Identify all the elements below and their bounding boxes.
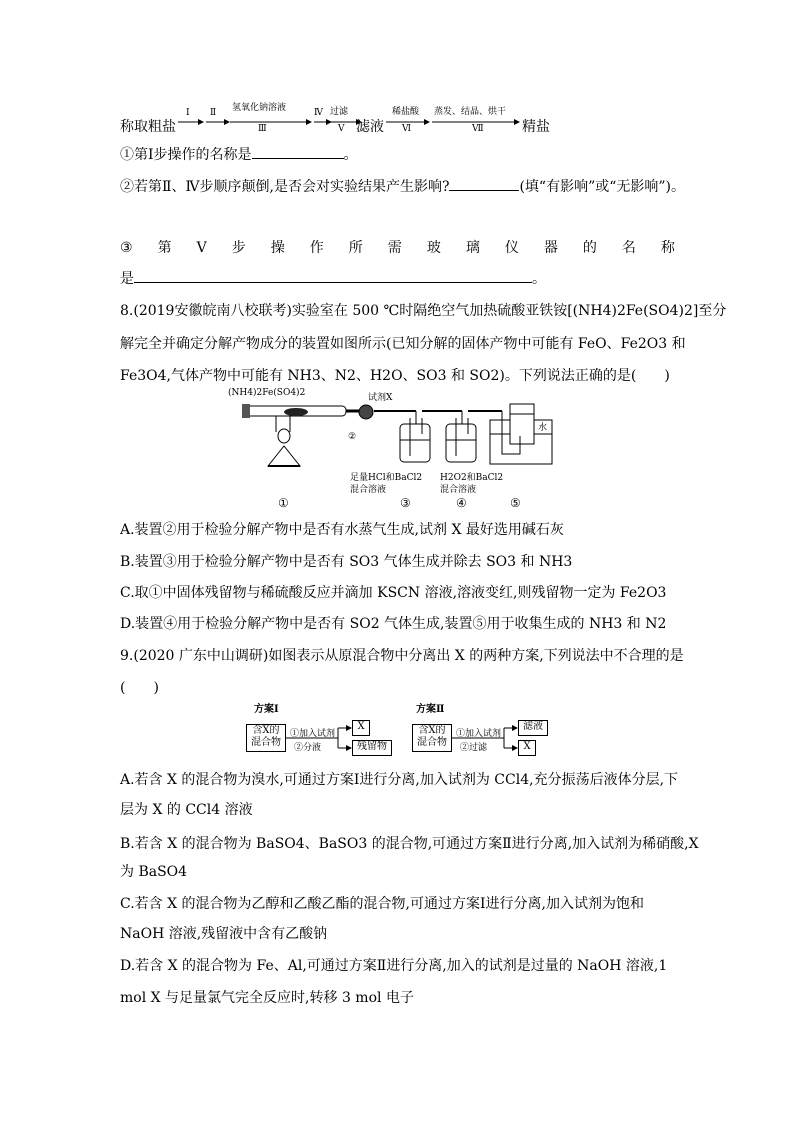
scheme-2-output-x: X xyxy=(518,740,536,756)
q3-char: 的 xyxy=(582,240,597,256)
scheme-2-diagram xyxy=(412,698,562,762)
scheme-1-mixture-box xyxy=(246,724,286,752)
q9-option-d-line1: D.若含 X 的混合物为 Fe、Al,可通过方案Ⅱ进行分离,加入的试剂是过量的 NaOH 溶液,1 xyxy=(120,958,668,974)
question-2-text: ②若第Ⅱ、Ⅳ步顺序颠倒,是否会对实验结果产生影响? xyxy=(120,179,450,195)
flow-step3: Ⅲ xyxy=(258,124,267,134)
question-3-line1 xyxy=(120,238,675,258)
question-2 xyxy=(120,176,685,197)
q9-option-a-line1: A.若含 X 的混合物为溴水,可通过方案Ⅰ进行分离,加入试剂为 CCl4,充分振荡后液体分层,下 xyxy=(120,772,679,788)
scheme-2-action1: ①加入试剂 xyxy=(456,729,502,739)
apparatus-drawing xyxy=(240,384,560,514)
flow-step5: Ⅴ xyxy=(338,124,345,134)
label-4: ④ xyxy=(456,496,467,510)
scheme-2-arrows xyxy=(452,718,518,758)
q3-char: 名 xyxy=(621,240,636,256)
q3-char: ③ xyxy=(120,240,133,256)
label-1: ① xyxy=(278,496,289,510)
scheme-1-output-x: X xyxy=(352,720,370,736)
label-2: ② xyxy=(348,432,357,442)
q8-stem-line1: 8.(2019安徽皖南八校联考)实验室在 500 ℃时隔绝空气加热硫酸亚铁铵[(NH4)2Fe(SO4)2]至分 xyxy=(120,303,727,319)
flow-step7: Ⅶ xyxy=(472,124,484,134)
flow-op5: 过滤 xyxy=(330,107,349,117)
label-sol4-b: 混合溶液 xyxy=(440,485,477,495)
question-3-line2-text: 是 xyxy=(120,271,134,287)
q3-char: 璃 xyxy=(465,240,480,256)
q8-option-c: C.取①中固体残留物与稀硫酸反应并滴加 KSCN 溶液,溶液变红,则残留物一定为 Fe2O3 xyxy=(120,585,667,601)
flow-start: 称取粗盐 xyxy=(120,119,176,135)
scheme-1-arrows xyxy=(286,718,352,758)
question-1 xyxy=(120,144,358,165)
label-sol4-a: H2O2和BaCl2 xyxy=(440,473,504,483)
q9-option-c-line2: NaOH 溶液,残留液中含有乙酸钠 xyxy=(120,926,328,942)
question-3-end: 。 xyxy=(532,271,546,287)
q9-option-b-line2: 为 BaSO4 xyxy=(120,864,188,880)
question-1-text: ①第Ⅰ步操作的名称是 xyxy=(120,147,252,163)
label-reagent-x: 试剂X xyxy=(368,393,393,403)
q9-option-d-line2: mol X 与足量氯气完全反应时,转移 3 mol 电子 xyxy=(120,990,414,1006)
q8-apparatus-figure xyxy=(228,384,560,514)
label-sol3-b: 混合溶液 xyxy=(350,485,387,495)
question-3-line2 xyxy=(120,268,546,289)
q8-option-b: B.装置③用于检验分解产物中是否有 SO3 气体生成并除去 SO3 和 NH3 xyxy=(120,554,573,570)
label-3: ③ xyxy=(400,496,411,510)
scheme-1-title: 方案Ⅰ xyxy=(254,704,279,715)
label-water: 水 xyxy=(538,423,548,433)
label-sol3-a: 足量HCl和BaCl2 xyxy=(350,473,423,483)
scheme-2-output-filtrate: 滤液 xyxy=(518,720,548,736)
q3-char: 玻 xyxy=(426,240,441,256)
q3-char: 所 xyxy=(348,240,363,256)
q3-char: 作 xyxy=(309,240,324,256)
scheme-1-mix-line1: 含X的 xyxy=(252,725,280,736)
q3-char: Ⅴ xyxy=(196,240,207,256)
flow-step6: Ⅵ xyxy=(402,124,412,134)
q3-char: 仪 xyxy=(504,240,519,256)
scheme-1-action2: ②分液 xyxy=(294,743,322,753)
q8-option-a: A.装置②用于检验分解产物中是否有水蒸气生成,试剂 X 最好选用碱石灰 xyxy=(120,522,564,538)
scheme-1-output-residue: 残留物 xyxy=(352,740,392,756)
scheme-1-diagram xyxy=(246,698,396,762)
flow-end: 精盐 xyxy=(522,119,550,135)
q9-option-c-line1: C.若含 X 的混合物为乙醇和乙酸乙酯的混合物,可通过方案Ⅰ进行分离,加入试剂为饱和 xyxy=(120,896,644,912)
q9-stem-line1: 9.(2020 广东中山调研)如图表示从原混合物中分离出 X 的两种方案,下列说法中不合理的是 xyxy=(120,648,684,664)
flow-op6: 稀盐酸 xyxy=(392,107,420,117)
flow-mid: 滤液 xyxy=(356,119,384,135)
q8-stem-line3: Fe3O4,气体产物中可能有 NH3、N2、H2O、SO3 和 SO2)。下列说法正确的是( ) xyxy=(120,368,670,384)
label-sample: (NH4)2Fe(SO4)2 xyxy=(228,388,306,398)
q8-option-d: D.装置④用于检验分解产物中是否有 SO2 气体生成,装置⑤用于收集生成的 NH3 和 N2 xyxy=(120,616,667,632)
flow-step1: Ⅰ xyxy=(186,108,190,118)
scheme-2-action2: ②过滤 xyxy=(460,743,488,753)
question-2-end: (填“有影响”或“无影响”)。 xyxy=(519,179,686,195)
answer-blank-2[interactable] xyxy=(449,176,519,191)
flow-step4: Ⅳ xyxy=(314,108,323,118)
scheme-2-mixture-box xyxy=(412,724,452,752)
q9-option-a-line2: 层为 X 的 CCl4 溶液 xyxy=(120,802,253,818)
label-5: ⑤ xyxy=(510,496,521,510)
scheme-1-mix-line2: 混合物 xyxy=(251,737,281,748)
scheme-1-action1: ①加入试剂 xyxy=(290,729,336,739)
q3-char: 操 xyxy=(270,240,285,256)
flow-step2: Ⅱ xyxy=(210,108,217,118)
answer-blank-3[interactable] xyxy=(134,268,532,283)
q3-char: 需 xyxy=(387,240,402,256)
scheme-2-title: 方案Ⅱ xyxy=(416,704,445,715)
answer-blank-1[interactable] xyxy=(252,144,344,159)
q8-stem-line2: 解完全并确定分解产物成分的装置如图所示(已知分解的固体产物中可能有 FeO、Fe2O3 和 xyxy=(120,336,686,352)
scheme-2-mix-line2: 混合物 xyxy=(417,737,447,748)
q3-char: 第 xyxy=(157,240,172,256)
q9-option-b-line1: B.若含 X 的混合物为 BaSO4、BaSO3 的混合物,可通过方案Ⅱ进行分离,加入试剂为稀硝酸,X xyxy=(120,836,699,852)
q3-char: 器 xyxy=(543,240,558,256)
question-1-end: 。 xyxy=(343,147,358,163)
q3-char: 步 xyxy=(231,240,246,256)
scheme-2-mix-line1: 含X的 xyxy=(418,725,446,736)
flow-op7: 蒸发、结晶、烘干 xyxy=(434,107,507,117)
q3-char: 称 xyxy=(660,240,675,256)
q9-stem-line2: ( ) xyxy=(120,680,159,696)
flow-reagent3: 氢氧化钠溶液 xyxy=(232,103,287,113)
